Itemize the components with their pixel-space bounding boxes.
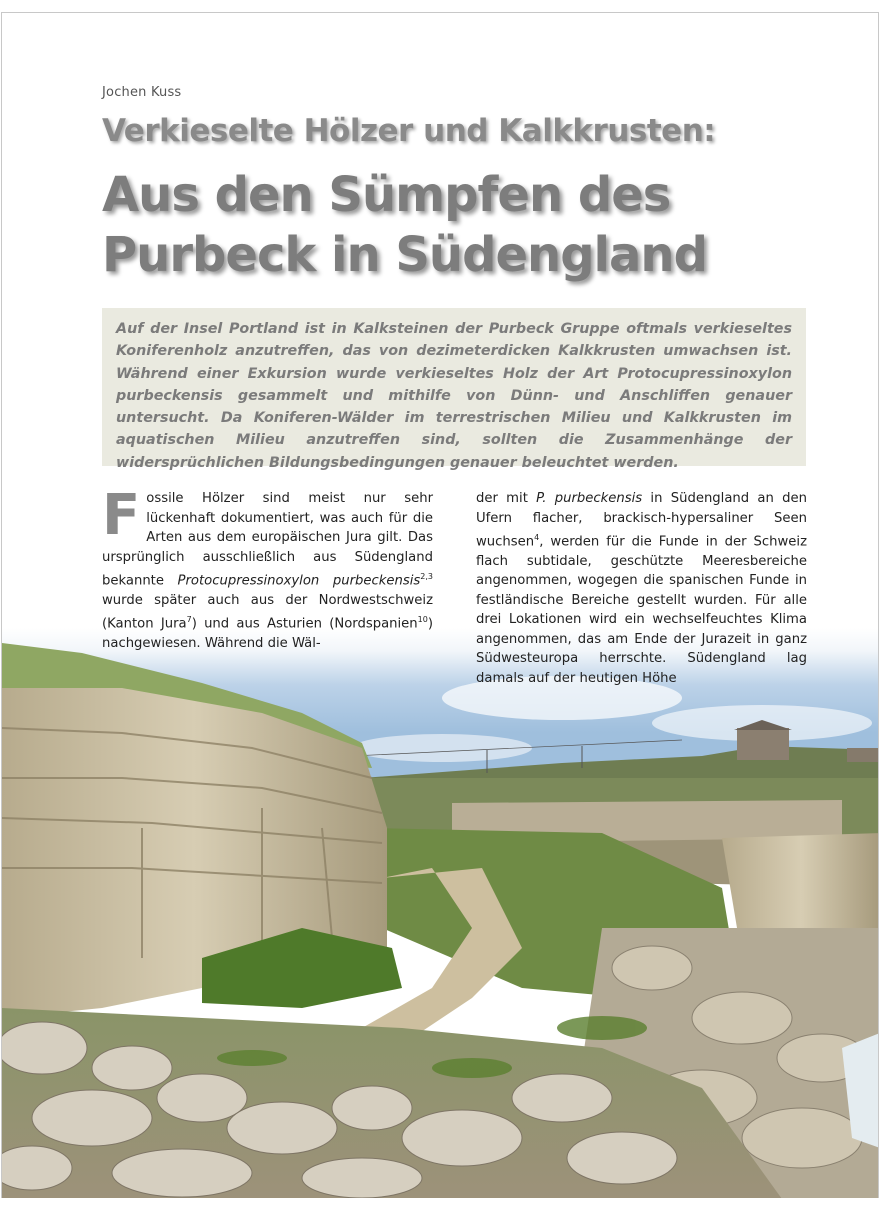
article-body (102, 483, 807, 686)
drop-cap: F (102, 483, 141, 548)
body-text: ) nachgewiesen. Während die Wäl- (102, 616, 433, 652)
body-text: der mit (476, 491, 537, 506)
body-column-left (102, 483, 433, 654)
body-text: ossile Hölzer sind meist nur sehr lückenhaft dokumentiert, was auch für die Arten aus dem europäischen Jura gilt. Das ursprünglich ausschließlich aus Südengland bekannte (102, 491, 433, 589)
body-text: wurde später auch aus der Nordwestschweiz (Kanton Jura (102, 592, 433, 632)
magazine-page (1, 12, 879, 1198)
reference-number: 7 (186, 615, 192, 625)
abstract-box (102, 308, 806, 471)
quarry-landscape-photo (2, 628, 879, 1198)
reference-number: 4 (534, 533, 540, 542)
article-title-line-2: Purbeck in Südengland (102, 227, 707, 283)
body-text: , werden für die Funde in der Schweiz flach subtidale, geschützte Meeresbereiche angenommen, wogegen die spanischen Funde in festländische Bereiche gestellt wurden. Für alle drei Lokationen wird ein wechselfeuchtes Klima angenommen, das am Ende der Jurazeit in ganz Südwesteuropa herrschte. Südengland lag damals auf der heutigen Höhe (476, 534, 807, 686)
species-name: Protocupressinoxylon purbeckensis (177, 573, 421, 589)
author-name: Jochen Kuss (102, 85, 182, 100)
species-name: P. purbeckensis (536, 491, 643, 506)
article-kicker: Verkieselte Hölzer und Kalkkrusten: (102, 113, 716, 149)
body-text: in Südengland an den Ufern flacher, brackisch-hypersaliner Seen wuchsen (476, 491, 807, 550)
article-title-line-1: Aus den Sümpfen des (102, 167, 671, 223)
abstract-text: Auf der Insel Portland ist in Kalksteinen der Purbeck Gruppe oftmals verkieseltes Koniferenholz anzutreffen, das von dezimeterdicken Kalkkrusten umwachsen ist. Während einer Exkursion wurde verkieseltes Holz der Art Protocupressinoxylon purbeckensis gesammelt und mithilfe von Dünn- und Anschliffen genauer untersucht. Da Koniferen-Wälder im terrestrischen Milieu und Kalkkrusten im aquatischen Milieu anzutreffen sind, sollten die Zusammenhänge der widersprüchlichen Bildungsbedingungen genauer beleuchtet werden. (116, 321, 792, 471)
body-text: ) und aus Asturien (Nordspanien (191, 616, 418, 632)
reference-number: 10 (417, 615, 428, 625)
reference-number: 2,3 (420, 572, 433, 581)
body-column-right (476, 489, 807, 688)
article-title (102, 165, 707, 285)
